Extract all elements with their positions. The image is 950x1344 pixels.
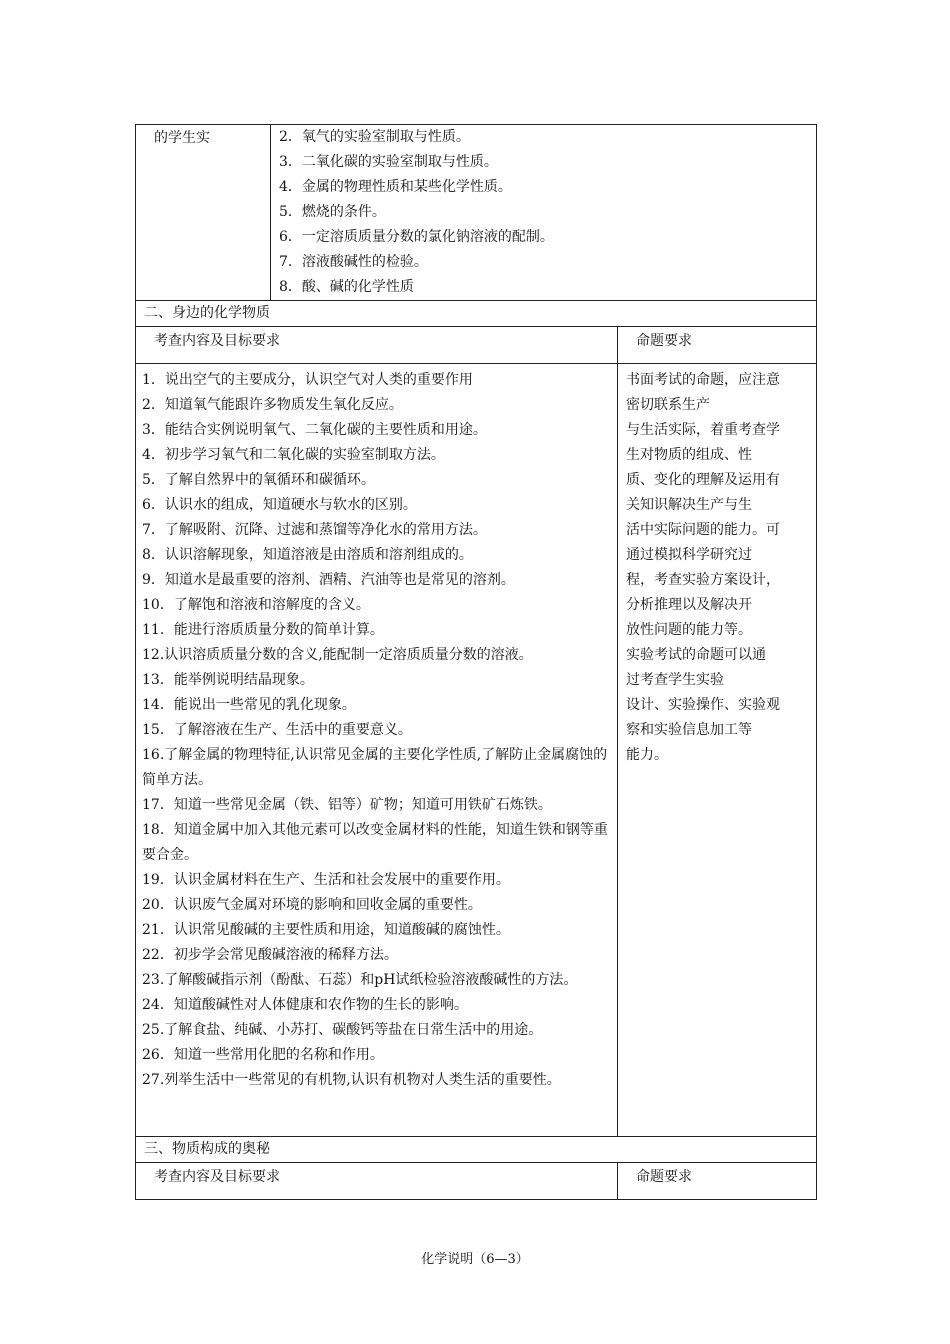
content-item: 9．知道水是最重要的溶剂、酒精、汽油等也是常见的溶剂。 — [142, 572, 515, 588]
requirement-line: 关知识解决生产与生 — [626, 497, 752, 513]
content-item: 2．知道氧气能跟许多物质发生氧化反应。 — [142, 397, 403, 413]
section2-content-list — [142, 368, 613, 1093]
section2-title: 二、身边的化学物质 — [136, 301, 817, 327]
requirement-line: 程，考查实验方案设计， — [626, 572, 780, 588]
requirement-line: 分析推理以及解决开 — [626, 597, 752, 613]
content-item: 7．了解吸附、沉降、过滤和蒸馏等净化水的常用方法。 — [142, 522, 487, 538]
content-item: 19．认识金属材料在生产、生活和社会发展中的重要作用。 — [142, 872, 510, 888]
experiment-label: 的学生实 — [154, 130, 210, 146]
requirement-line: 能力。 — [626, 747, 668, 763]
section2-title-row — [136, 301, 817, 327]
requirement-line: 书面考试的命题，应注意 — [626, 372, 780, 388]
content-item: 17．知道一些常见金属（铁、铝等）矿物；知道可用铁矿石炼铁。 — [142, 797, 552, 813]
content-item: 4．初步学习氧气和二氧化碳的实验室制取方法。 — [142, 447, 445, 463]
content-item: 24．知道酸碱性对人体健康和农作物的生长的影响。 — [142, 997, 468, 1013]
content-item: 21．认识常见酸碱的主要性质和用途，知道酸碱的腐蚀性。 — [142, 922, 510, 938]
section3-title-row — [136, 1137, 817, 1163]
experiment-label-cell — [136, 125, 271, 301]
requirement-line: 察和实验信息加工等 — [626, 722, 752, 738]
requirement-line: 质、变化的理解及运用有 — [626, 472, 780, 488]
content-item: 1．说出空气的主要成分，认识空气对人类的重要作用 — [142, 372, 473, 388]
content-item: 22．初步学会常见酸碱溶液的稀释方法。 — [142, 947, 398, 963]
section3-header-content: 考查内容及目标要求 — [136, 1163, 618, 1200]
content-item: 10．了解饱和溶液和溶解度的含义。 — [142, 597, 370, 613]
section2-header-requirements: 命题要求 — [618, 327, 817, 364]
content-item: 27.列举生活中一些常见的有机物,认识有机物对人类生活的重要性。 — [142, 1072, 561, 1088]
content-item: 13．能举例说明结晶现象。 — [142, 672, 314, 688]
content-item: 5．了解自然界中的氧循环和碳循环。 — [142, 472, 375, 488]
section3-title: 三、物质构成的奥秘 — [136, 1137, 817, 1163]
experiment-list — [279, 125, 816, 300]
section2-content-cell — [136, 364, 618, 1137]
content-item: 15．了解溶液在生产、生活中的重要意义。 — [142, 722, 412, 738]
requirement-line: 实验考试的命题可以通 — [626, 647, 766, 663]
requirement-line: 过考查学生实验 — [626, 672, 724, 688]
experiment-item: 4．金属的物理性质和某些化学性质。 — [279, 179, 512, 195]
experiment-item: 6．一定溶质质量分数的氯化钠溶液的配制。 — [279, 229, 554, 245]
requirement-line: 生对物质的组成、性 — [626, 447, 752, 463]
section2-body-row — [136, 364, 817, 1137]
requirement-line: 活中实际问题的能力。可 — [626, 522, 780, 538]
content-item: 11．能进行溶质质量分数的简单计算。 — [142, 622, 384, 638]
section3-header-requirements: 命题要求 — [618, 1163, 817, 1200]
content-item: 12.认识溶质质量分数的含义,能配制一定溶质质量分数的溶液。 — [142, 647, 533, 663]
experiment-item: 2．氧气的实验室制取与性质。 — [279, 129, 470, 145]
section2-header-row — [136, 327, 817, 364]
requirement-line: 设计、实验操作、实验观 — [626, 697, 780, 713]
content-item: 26．知道一些常用化肥的名称和作用。 — [142, 1047, 384, 1063]
content-item: 25.了解食盐、纯碱、小苏打、碳酸钙等盐在日常生活中的用途。 — [142, 1022, 543, 1038]
experiment-item: 8．酸、碱的化学性质 — [279, 279, 414, 295]
experiment-list-cell — [271, 125, 817, 301]
page-footer: 化学说明（6—3） — [421, 1252, 529, 1267]
section2-requirements-list — [626, 368, 812, 768]
experiment-item: 3．二氧化碳的实验室制取与性质。 — [279, 154, 498, 170]
section2-requirements-cell — [618, 364, 817, 1137]
requirement-line: 放性问题的能力等。 — [626, 622, 752, 638]
requirement-line: 与生活实际，着重考查学 — [626, 422, 780, 438]
content-item: 3．能结合实例说明氧气、二氧化碳的主要性质和用途。 — [142, 422, 487, 438]
content-item: 20．认识废气金属对环境的影响和回收金属的重要性。 — [142, 897, 482, 913]
requirement-line: 密切联系生产 — [626, 397, 710, 413]
requirement-line: 通过模拟科学研究过 — [626, 547, 752, 563]
content-item: 14．能说出一些常见的乳化现象。 — [142, 697, 356, 713]
content-item: 6．认识水的组成，知道硬水与软水的区别。 — [142, 497, 417, 513]
content-item: 16.了解金属的物理特征,认识常见金属的主要化学性质,了解防止金属腐蚀的简单方法。 — [142, 747, 608, 788]
section2-header-content: 考查内容及目标要求 — [136, 327, 618, 364]
content-item: 23.了解酸碱指示剂（酚酞、石蕊）和pH试纸检验溶液酸碱性的方法。 — [142, 972, 578, 988]
section3-header-row — [136, 1163, 817, 1200]
content-item: 18．知道金属中加入其他元素可以改变金属材料的性能，知道生铁和钢等重要合金。 — [142, 822, 608, 863]
experiment-item: 7．溶液酸碱性的检验。 — [279, 254, 428, 270]
content-item: 8．认识溶解现象，知道溶液是由溶质和溶剂组成的。 — [142, 547, 473, 563]
syllabus-table — [135, 124, 817, 1200]
experiment-row — [136, 125, 817, 301]
experiment-item: 5．燃烧的条件。 — [279, 204, 386, 220]
